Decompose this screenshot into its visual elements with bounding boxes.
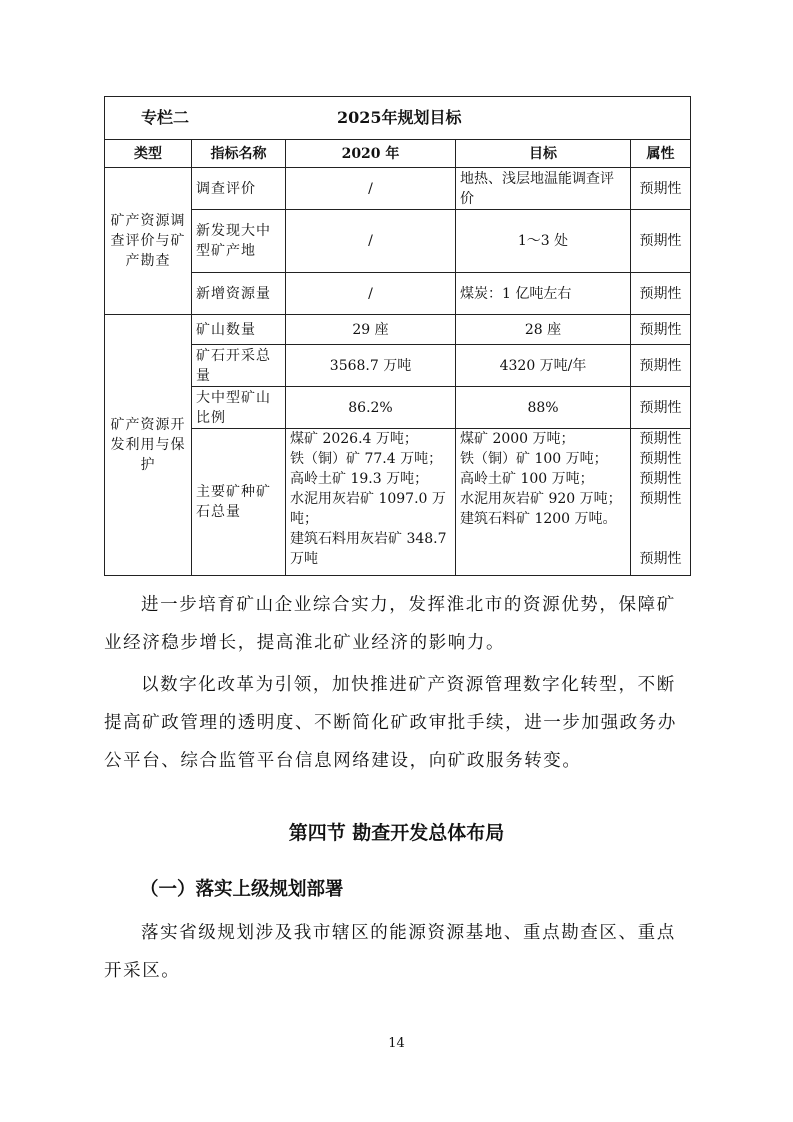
attribute-cell: 预期性 预期性 预期性 预期性 预期性 [631,429,691,576]
table-row [105,273,691,315]
table-title-cell [105,97,691,140]
table-row [105,387,691,429]
indicator-cell: 调查评价 [192,168,286,210]
paragraph-1: 进一步培育矿山企业综合实力，发挥淮北市的资源优势，保障矿业经济稳步增长，提高淮北矿业经济的影响力。 [104,595,676,653]
column-label: 专栏二 [141,108,190,127]
category-cell: 矿产资源调查评价与矿产勘查 [105,168,192,315]
table-row [105,429,691,576]
section-heading: 第四节 勘查开发总体布局 [288,822,505,844]
category-cell: 矿产资源开发利用与保护 [105,315,192,576]
value-2020-cell: 3568.7 万吨 [286,345,456,387]
indicator-cell: 新发现大中型矿产地 [192,210,286,273]
attribute-cell: 预期性 [631,387,691,429]
attribute-cell: 预期性 [631,345,691,387]
value-2020-cell: / [286,210,456,273]
table-title: 2025年规划目标 [337,108,462,127]
value-2020-cell: / [286,168,456,210]
attribute-cell: 预期性 [631,168,691,210]
header-2020: 2020 年 [286,140,456,168]
subsection-heading: （一）落实上级规划部署 [140,879,344,900]
header-indicator: 指标名称 [192,140,286,168]
value-2020-cell: / [286,273,456,315]
planning-targets-table [104,96,691,576]
table-row [105,345,691,387]
page-number: 14 [388,1036,405,1051]
indicator-cell: 大中型矿山比例 [192,387,286,429]
target-cell: 煤矿 2000 万吨； 铁（铜）矿 100 万吨； 高岭土矿 100 万吨； 水泥用灰岩矿 920 万吨； 建筑石料矿 1200 万吨。 [456,429,631,576]
indicator-cell: 新增资源量 [192,273,286,315]
indicator-cell: 主要矿种矿石总量 [192,429,286,576]
target-cell: 煤炭：1 亿吨左右 [456,273,631,315]
table-header-row [105,140,691,168]
paragraph-2: 以数字化改革为引领，加快推进矿产资源管理数字化转型，不断提高矿政管理的透明度、不断简化矿政审批手续，进一步加强政务办公平台、综合监管平台信息网络建设，向矿政服务转变。 [104,675,677,771]
attribute-cell: 预期性 [631,273,691,315]
header-target: 目标 [456,140,631,168]
target-cell: 地热、浅层地温能调查评价 [456,168,631,210]
target-cell: 1～3 处 [456,210,631,273]
target-cell: 88% [456,387,631,429]
value-2020-cell: 86.2% [286,387,456,429]
table-row [105,168,691,210]
target-cell: 4320 万吨/年 [456,345,631,387]
attribute-cell: 预期性 [631,315,691,345]
target-cell: 28 座 [456,315,631,345]
attribute-cell: 预期性 [631,210,691,273]
value-2020-cell: 29 座 [286,315,456,345]
header-type: 类型 [105,140,192,168]
table-row [105,315,691,345]
table-title-row [105,97,691,140]
paragraph-3: 落实省级规划涉及我市辖区的能源资源基地、重点勘查区、重点开采区。 [104,923,676,981]
table-row [105,210,691,273]
header-attribute: 属性 [631,140,691,168]
value-2020-cell: 煤矿 2026.4 万吨； 铁（铜）矿 77.4 万吨； 高岭土矿 19.3 万吨； 水泥用灰岩矿 1097.0 万吨； 建筑石料用灰岩矿 348.7 万吨 [286,429,456,576]
indicator-cell: 矿石开采总量 [192,345,286,387]
indicator-cell: 矿山数量 [192,315,286,345]
